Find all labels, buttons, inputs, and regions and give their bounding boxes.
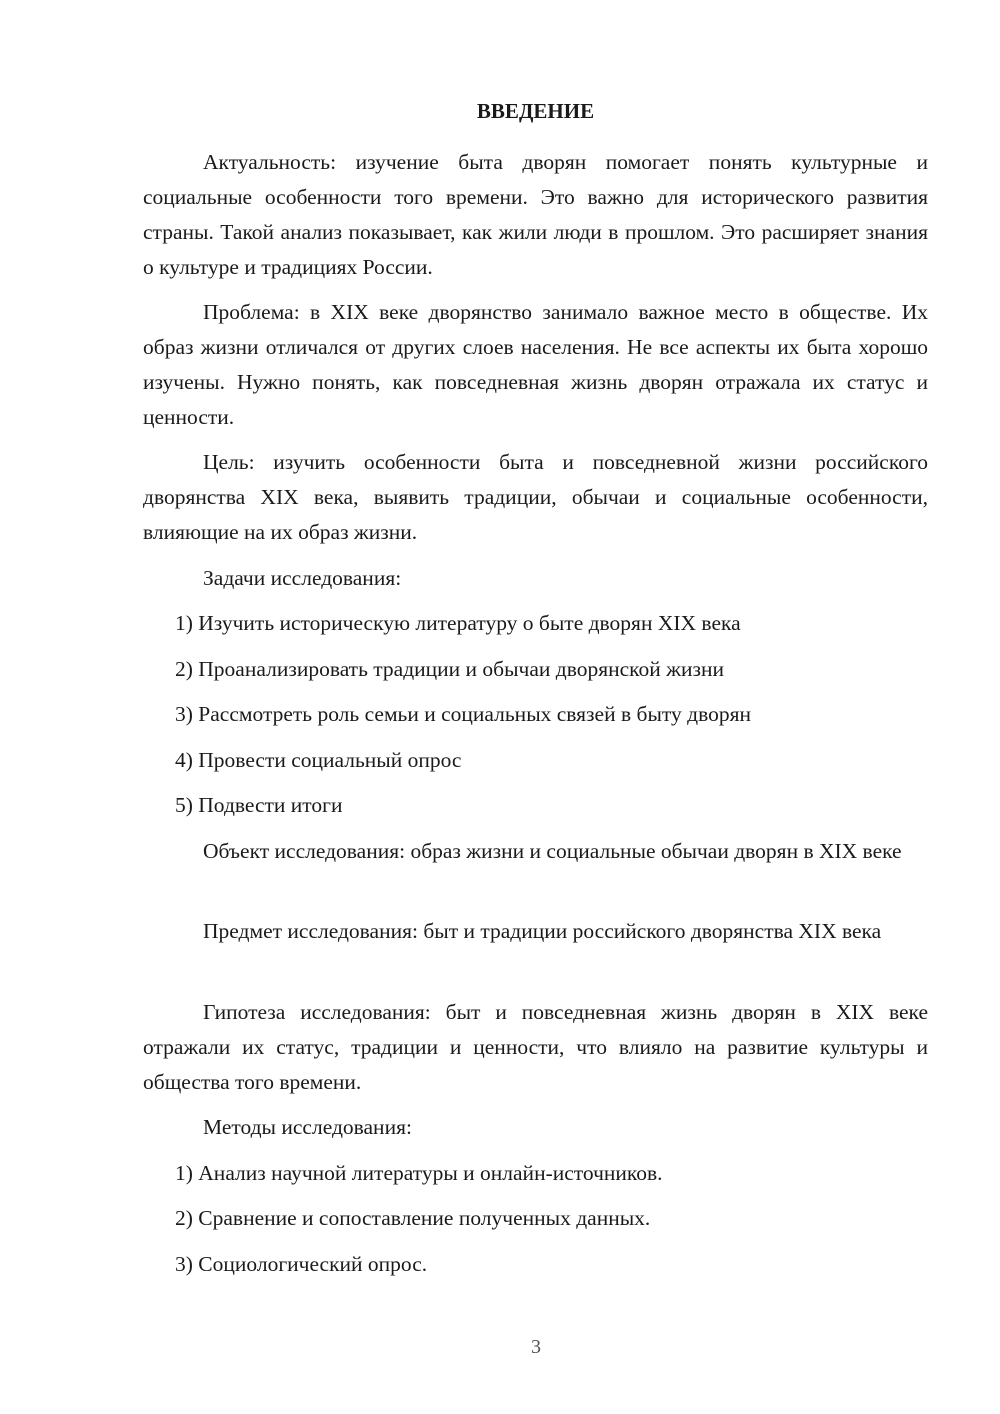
methods-heading: Методы исследования: [203, 1115, 412, 1139]
subject-paragraph: Предмет исследования: быт и традиции российского дворянства XIX века [203, 919, 882, 943]
relevance-paragraph: Актуальность: изучение быта дворян помогает понять культурные и социальные особенности того времени. Это важно для исторического развития страны. Такой анализ показывает, как жили люди в прошлом. Это расширяет знания о культуре и традициях России. [143, 150, 928, 279]
method-item-2: 2) Сравнение и сопоставление полученных данных. [175, 1206, 651, 1230]
page-number: 3 [531, 1336, 541, 1358]
object-paragraph: Объект исследования: образ жизни и социальные обычаи дворян в XIX веке [203, 839, 902, 863]
task-item-1: 1) Изучить историческую литературу о быте дворян XIX века [175, 611, 741, 635]
page-title: ВВЕДЕНИЕ [476, 99, 595, 123]
task-item-3: 3) Рассмотреть роль семьи и социальных связей в быту дворян [175, 702, 751, 726]
hypothesis-paragraph: Гипотеза исследования: быт и повседневная жизнь дворян в XIX веке отражали их статус, традиции и ценности, что влияло на развитие культуры и общества того времени. [143, 1000, 928, 1094]
task-item-5: 5) Подвести итоги [175, 793, 343, 817]
task-item-4: 4) Провести социальный опрос [175, 748, 462, 772]
tasks-heading: Задачи исследования: [203, 566, 402, 590]
method-item-3: 3) Социологический опрос. [175, 1252, 428, 1276]
goal-paragraph: Цель: изучить особенности быта и повседневной жизни российского дворянства XIX века, выявить традиции, обычаи и социальные особенности, влияющие на их образ жизни. [143, 450, 928, 544]
task-item-2: 2) Проанализировать традиции и обычаи дворянской жизни [175, 657, 725, 681]
method-item-1: 1) Анализ научной литературы и онлайн-источников. [175, 1161, 663, 1185]
problem-paragraph: Проблема: в XIX веке дворянство занимало важное место в обществе. Их образ жизни отличался от других слоев населения. Не все аспекты их быта хорошо изучены. Нужно понять, как повседневная жизнь дворян отражала их статус и ценности. [143, 300, 928, 429]
